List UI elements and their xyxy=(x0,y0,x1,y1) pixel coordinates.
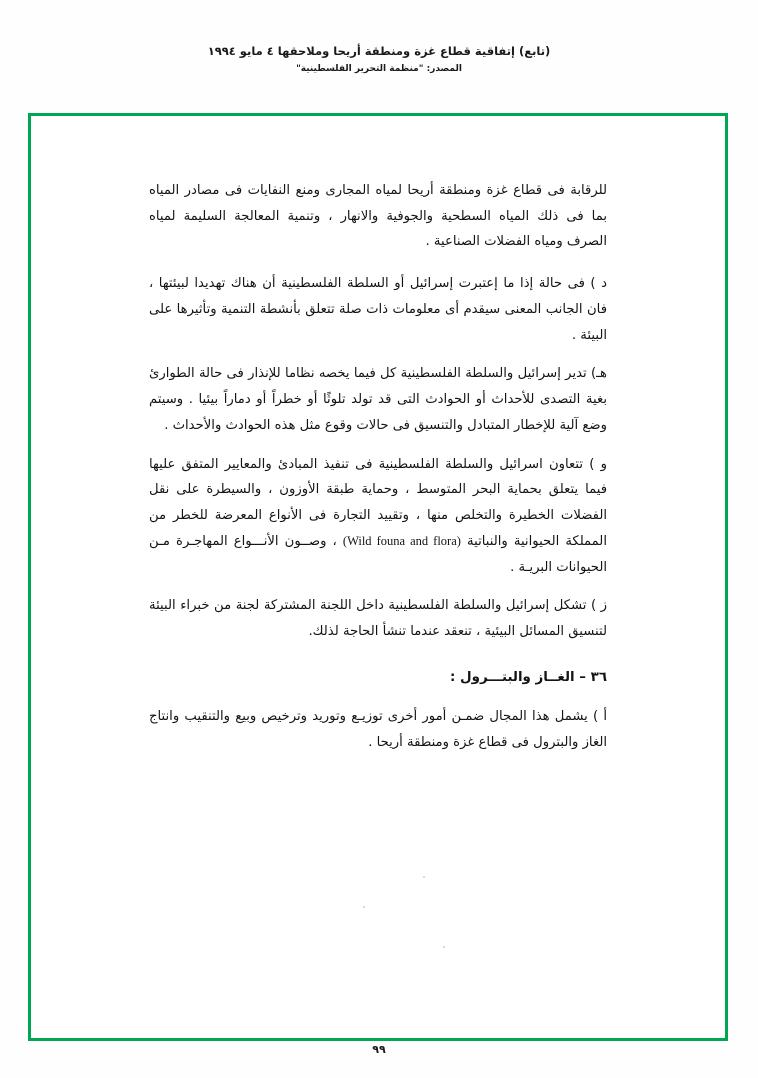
latin-term-wild-fauna-flora: (Wild founa and flora) xyxy=(342,533,461,548)
paragraph-intro: للرقابة فى قطاع غزة ومنطقة أريحا لمياه المجارى ومنع النفايات فى مصادر المياه بما فى ذلك المياه السطحية والجوفية والانهار ، وتنمية المعالجة السليمة لمياه الصرف ومياه الفضلات الصناعية . xyxy=(149,183,607,250)
scan-speck xyxy=(423,876,425,878)
section-heading-gas-petroleum: ٣٦ – الغــاز والبتـــرول : xyxy=(449,669,607,685)
paragraph-clause-z: ز ) تشكل إسرائيل والسلطة الفلسطينية داخل اللجنة المشتركة لجنة من خبراء البيئة لتنسيق المسائل البيئية ، تنعقد عندما تنشأ الحاجة لذلك. xyxy=(149,598,607,640)
green-border-frame xyxy=(28,113,728,1041)
scan-speck xyxy=(363,906,365,908)
paragraph-clause-w-text: و ) تتعاون اسرائيل والسلطة الفلسطينية فى تنفيذ المبادئ والمعايير المتفق عليها فيما يتعلق بحماية البحر المتوسط ، وحماية طبقة الأوزون ، والسيطرة على نقل الفضلات الخطيرة والتخلص منها ، وتقييد التجارة فى الأنواع المعرضة للخطر من المملكة الحيوانية والنباتية xyxy=(149,456,607,549)
paragraph-section-clause-a: أ ) يشمل هذا المجال ضمـن أمور أخرى توزيـع وتوريد وترخيص وبيع والتنقيب وانتاج الغاز والبترول فى قطاع غزة ومنطقة أريحا . xyxy=(149,709,607,750)
header-source: المصدر: "منظمة التحرير الفلسطينية" xyxy=(296,64,462,74)
paragraph-clause-w-tail: ، وصــون الأنـــواع المهاجـرة مـن الحيوانات البريـة . xyxy=(149,533,607,575)
page-header xyxy=(0,44,758,74)
header-title: (تابع) إتفاقية قطاع غزة ومنطقة أريحا وملاحقها ٤ مايو ١٩٩٤ xyxy=(207,44,551,58)
paragraph-clause-w xyxy=(149,452,607,581)
scan-speck xyxy=(443,946,445,948)
paragraph-clause-h: هـ) تدير إسرائيل والسلطة الفلسطينية كل فيما يخصه نظاما للإنذار فى حالة الطوارئ بغية التصدى للأحداث أو الحوادث التى قد تولد تلوثًا أو خطراً أو دماراً بيئيا . وسيتم وضع آلية للإخطار المتبادل والتنسيق فى حالات وقوع مثل هذه الحوادث والأحداث . xyxy=(149,366,607,433)
paragraph-clause-d: د ) فى حالة إذا ما إعتبرت إسرائيل أو السلطة الفلسطينية أن هناك تهديدا لبيئتها ، فان الجانب المعنى سيقدم أى معلومات ذات صلة تتعلق بأنشطة التنمية وتأثيرها على البيئة . xyxy=(149,276,607,343)
document-body xyxy=(149,178,607,769)
page-number: ٩٩ xyxy=(372,1043,386,1056)
